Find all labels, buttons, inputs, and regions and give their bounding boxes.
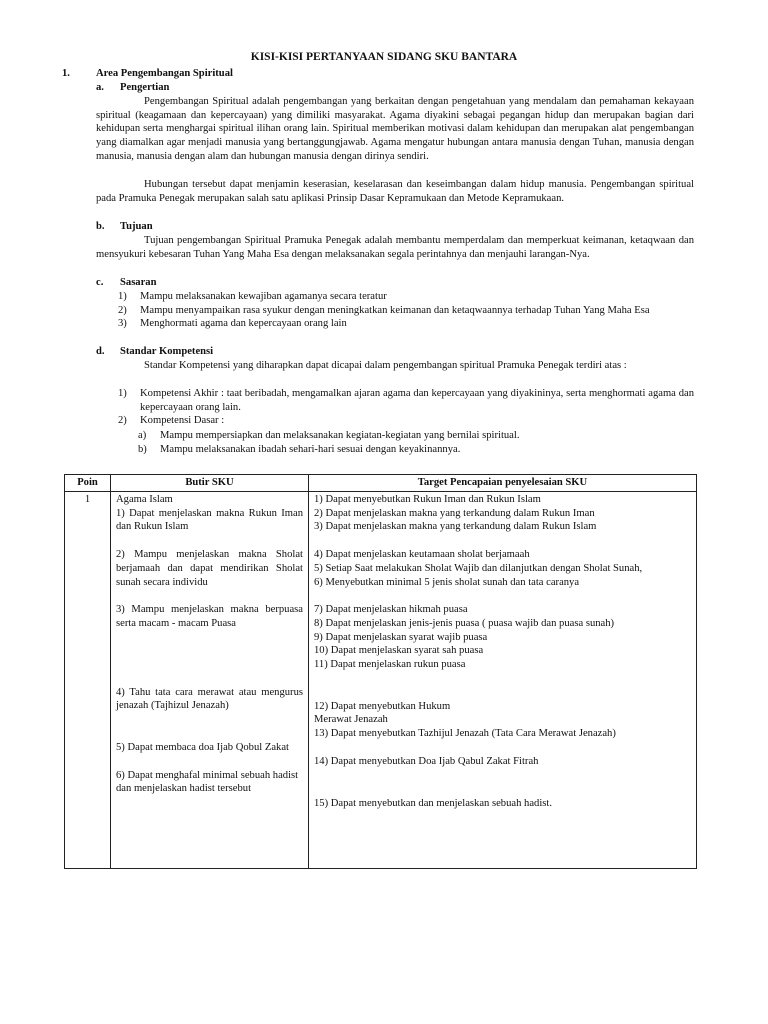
target-item: 12) Dapat menyebutkan Hukum <box>314 700 451 712</box>
target-item: 13) Dapat menyebutkan Tazhijul Jenazah (Tata Cara Merawat Jenazah) <box>314 728 616 740</box>
poin-cell <box>65 492 111 869</box>
target-item: 8) Dapat menjelaskan jenis-jenis puasa ( puasa wajib dan puasa sunah) <box>314 617 615 629</box>
butir-item: 6) Dapat menghafal minimal sebuah hadist dan menjelaskan hadist tersebut <box>116 769 299 795</box>
subsection-title: Sasaran <box>120 277 157 288</box>
kompetensi-list <box>118 387 694 428</box>
subsection-heading-tujuan <box>96 220 153 234</box>
sasaran-list <box>118 290 694 331</box>
target-group-2 <box>314 548 691 589</box>
list-text: Kompetensi Akhir : taat beribadah, mengamalkan ajaran agama dan kepercayaan yang diyakininya, serta menghormati agama dan kepercayaan orang lain. <box>140 388 694 413</box>
header-poin: Poin <box>65 475 111 492</box>
list-item <box>138 443 694 457</box>
target-item: 1) Dapat menyebutkan Rukun Iman dan Rukun Islam <box>314 494 541 505</box>
list-item <box>118 387 694 414</box>
butir-item: 1) Dapat menjelaskan makna Rukun Iman dan Rukun Islam <box>116 507 303 533</box>
list-number: 1) <box>118 388 127 399</box>
list-text: Menghormati agama dan kepercayaan orang lain <box>140 318 347 330</box>
subsection-title: Pengertian <box>120 82 170 93</box>
paragraph-text: Standar Kompetensi yang diharapkan dapat dicapai dalam pengembangan spiritual Pramuka Penegak terdiri atas : <box>144 360 627 371</box>
subsection-heading-sasaran <box>96 276 157 290</box>
subsection-title: Standar Kompetensi <box>120 346 214 357</box>
paragraph-text: Pengembangan Spiritual adalah pengembangan yang berkaitan dengan pengetahuan yang mendalam dan pemahaman kekayaan spiritual (keagamaan dan kepercayaan) yang dimiliki masyarakat. Agama diyakini sebagai pegangan hidup dan merupakan bagian dari kehidupan serta menghargai spiritual ilihan orang lain. Spiritual memberikan motivasi dalam kehidupan dan merupakan alat pengembangan yang diamalkan agar menjadi manusia yang bertanggungjawab. Agama mengatur hubungan antara manusia dengan Tuhan, manusia dengan manusia, manusia dengan alam dan hubungan manusia dengan dirinya sendiri. <box>96 96 694 162</box>
section-number: 1. <box>62 68 70 79</box>
butir-cell-body <box>116 492 303 868</box>
target-group-4 <box>314 700 691 741</box>
list-number: a) <box>138 430 147 441</box>
butir-item: 3) Mampu menjelaskan makna berpuasa serta macam - macam Puasa <box>116 604 303 629</box>
list-item <box>118 304 694 318</box>
target-item: 7) Dapat menjelaskan hikmah puasa <box>314 604 468 616</box>
section-title: Area Pengembangan Spiritual <box>96 68 233 79</box>
target-item: 6) Menyebutkan minimal 5 jenis sholat sunah dan tata caranya <box>314 576 580 588</box>
target-group-5 <box>314 755 691 769</box>
subsection-title: Tujuan <box>120 221 153 232</box>
butir-item: 2) Mampu menjelaskan makna Sholat berjamaah dan dapat mendirikan Sholat sunah secara individu <box>116 549 303 588</box>
header-butir-sku: Butir SKU <box>111 475 309 492</box>
target-item: 2) Dapat menjelaskan makna yang terkandung dalam Rukun Iman <box>314 507 595 519</box>
subsection-letter: a. <box>96 82 104 93</box>
list-text: Mampu menyampaikan rasa syukur dengan meningkatkan keimanan dan ketaqwaannya terhadap Tuhan Yang Maha Esa <box>140 304 650 316</box>
standar-kompetensi-paragraph <box>96 359 694 373</box>
list-number: b) <box>138 443 147 455</box>
target-cell-body <box>314 492 691 868</box>
list-text: Mampu melaksanakan ibadah sehari-hari sesuai dengan keyakinannya. <box>160 443 461 455</box>
butir-heading: Agama Islam <box>116 494 173 505</box>
table-header-row <box>65 475 697 492</box>
target-item: 10) Dapat menjelaskan syarat sah puasa <box>314 645 484 657</box>
pengertian-paragraph-1 <box>96 95 694 164</box>
target-item: 14) Dapat menyebutkan Doa Ijab Qabul Zakat Fitrah <box>314 755 539 767</box>
target-item: 11) Dapat menjelaskan rukun puasa <box>314 659 466 671</box>
subsection-heading-standar-kompetensi <box>96 345 213 359</box>
paragraph-text: Hubungan tersebut dapat menjamin keserasian, keselarasan dan keseimbangan dalam hidup manusia. Pengembangan spiritual pada Pramuka Penegak merupakan salah satu aplikasi Prinsip Dasar Kepramukaan dan Metode Kepramukaan. <box>96 179 694 204</box>
table-row <box>65 492 697 869</box>
subsection-letter: d. <box>96 346 105 357</box>
list-number: 2) <box>118 415 127 427</box>
target-group-6 <box>314 797 691 811</box>
list-item <box>118 317 694 331</box>
sku-table <box>64 474 697 869</box>
target-item: Merawat Jenazah <box>314 714 388 726</box>
list-text: Kompetensi Dasar : <box>140 415 225 427</box>
list-number: 3) <box>118 318 127 330</box>
target-cell <box>309 492 697 869</box>
poin-value: 1 <box>84 494 91 505</box>
butir-item: 4) Tahu tata cara merawat atau mengurus jenazah (Tajhizul Jenazah) <box>116 686 303 712</box>
page-title: KISI-KISI PERTANYAAN SIDANG SKU BANTARA <box>250 51 518 63</box>
butir-cell <box>111 492 309 869</box>
section-heading-spiritual <box>62 67 233 81</box>
tujuan-paragraph <box>96 234 694 261</box>
subsection-letter: c. <box>96 277 104 288</box>
list-item <box>138 429 694 443</box>
target-item: 5) Setiap Saat melakukan Sholat Wajib dan dilanjutkan dengan Sholat Sunah, <box>314 562 643 574</box>
list-number: 2) <box>118 304 127 316</box>
target-item: 3) Dapat menjelaskan makna yang terkandung dalam Rukun Islam <box>314 521 597 533</box>
paragraph-text: Tujuan pengembangan Spiritual Pramuka Penegak adalah membantu memperdalam dan memperkuat keimanan, ketaqwaan dan mensyukuri kebesaran Tuhan Yang Maha Esa dengan melaksanakan segala perintahnya dan menjauhi larangan-Nya. <box>96 235 694 260</box>
pengertian-paragraph-2 <box>96 178 694 205</box>
target-item: 4) Dapat menjelaskan keutamaan sholat berjamaah <box>314 549 530 561</box>
list-text: Mampu mempersiapkan dan melaksanakan kegiatan-kegiatan yang bernilai spiritual. <box>160 430 520 441</box>
list-number: 1) <box>118 291 127 302</box>
subsection-letter: b. <box>96 221 105 232</box>
list-text: Mampu melaksanakan kewajiban agamanya secara teratur <box>140 291 387 302</box>
target-group-1 <box>314 493 691 534</box>
butir-item: 5) Dapat membaca doa Ijab Qobul Zakat <box>116 742 289 754</box>
target-item: 9) Dapat menjelaskan syarat wajib puasa <box>314 631 488 643</box>
target-group-3 <box>314 603 691 672</box>
list-item <box>118 414 694 428</box>
target-item: 15) Dapat menyebutkan dan menjelaskan sebuah hadist. <box>314 797 552 809</box>
subsection-heading-pengertian <box>96 81 169 95</box>
list-item <box>118 290 694 304</box>
kompetensi-dasar-sublist <box>138 429 694 456</box>
header-target: Target Pencapaian penyelesaian SKU <box>309 475 697 492</box>
